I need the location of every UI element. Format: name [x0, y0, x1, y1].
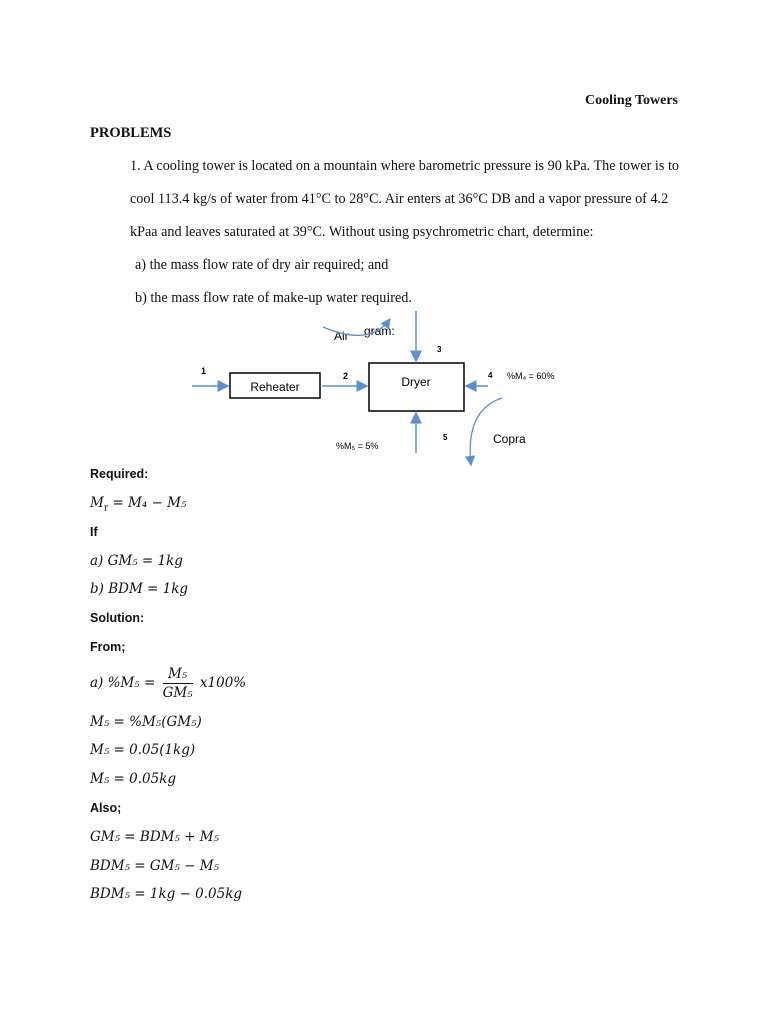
problem-line-3: kPaa and leaves saturated at 39°C. Without using psychrometric chart, determine: [130, 224, 594, 240]
equation-required-rhs: = M₄ − M₅ [112, 495, 187, 511]
m4-label: %M₄ = 60% [507, 371, 555, 381]
m5-label: %M₅ = 5% [336, 441, 379, 451]
stream-4-label: 4 [488, 371, 493, 380]
equation-required-sub: r [103, 503, 109, 514]
problem-line-2: cool 113.4 kg/s of water from 41°C to 28°C. Air enters at 36°C DB and a vapor pressure of 4.2 [130, 191, 669, 207]
equation-bdm5-2: BDM₅ = 1kg − 0.05kg [90, 886, 243, 902]
problem-item-a: a) the mass flow rate of dry air required; and [135, 257, 389, 273]
stream-3-label: 3 [437, 345, 442, 354]
air-label: Air [334, 329, 349, 343]
equation-m5-2: M₅ = 0.05(1kg) [90, 742, 196, 758]
equation-percent-m5 [90, 666, 246, 701]
fraction-numerator: M₅ [163, 666, 193, 684]
from-label: From; [90, 640, 126, 654]
fraction [163, 666, 193, 701]
equation-percent-m5-prefix: a) %M₅ = [90, 675, 156, 691]
problem-line-1: 1. A cooling tower is located on a mountain where barometric pressure is 90 kPa. The tower is to [130, 158, 679, 174]
equation-bdm5-1: BDM₅ = GM₅ − M₅ [90, 858, 220, 874]
equation-m5-1: M₅ = %M₅(GM₅) [90, 714, 202, 730]
equation-required [90, 495, 186, 514]
section-title: PROBLEMS [90, 125, 172, 141]
copra-label: Copra [493, 432, 526, 446]
problem-item-b: b) the mass flow rate of make-up water required. [135, 290, 412, 306]
equation-m5-3: M₅ = 0.05kg [90, 771, 177, 787]
dryer-label: Dryer [401, 375, 431, 389]
running-head: Cooling Towers [585, 93, 678, 108]
diagram-caption-fragment: gram: [364, 324, 395, 338]
fraction-denominator: GM₅ [162, 685, 193, 701]
equation-required-lhs: M [90, 495, 104, 511]
equation-percent-m5-suffix: x100% [199, 675, 247, 691]
condition-b: b) BDM = 1kg [90, 581, 189, 597]
condition-a: a) GM₅ = 1kg [90, 553, 183, 569]
reheater-label: Reheater [250, 380, 300, 394]
also-label: Also; [90, 801, 122, 815]
required-label: Required: [90, 467, 149, 481]
process-diagram [180, 305, 580, 470]
stream-1-label: 1 [201, 366, 207, 376]
equation-gm5: GM₅ = BDM₅ + M₅ [90, 829, 220, 845]
solution-label: Solution: [90, 611, 145, 625]
stream-5-label: 5 [443, 433, 448, 442]
if-label: If [90, 525, 98, 539]
stream-2-label: 2 [343, 371, 349, 381]
